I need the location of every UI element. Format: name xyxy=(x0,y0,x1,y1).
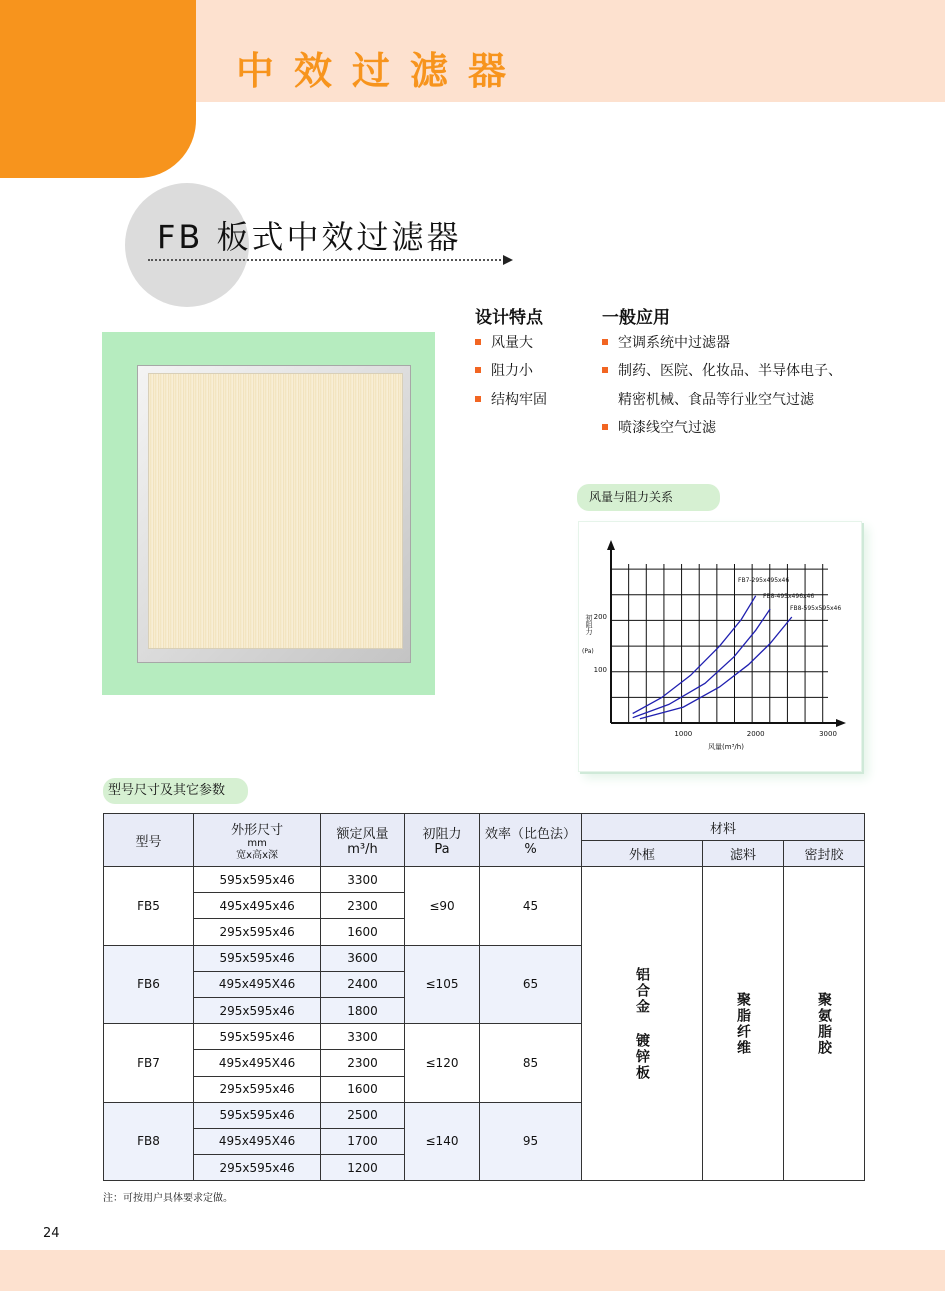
table-row xyxy=(104,867,865,893)
y-tick-label: 100 xyxy=(593,666,607,674)
series-label: FB8-495x496x46 xyxy=(763,593,815,600)
resistance-flow-chart xyxy=(578,521,862,772)
flow-cell: 1600 xyxy=(321,1076,405,1102)
flow-cell: 1700 xyxy=(321,1128,405,1154)
model-cell: FB8 xyxy=(104,1102,194,1181)
applications-title: 一般应用 xyxy=(602,308,670,328)
params-section-label: 型号尺寸及其它参数 xyxy=(103,778,248,804)
efficiency-cell: 45 xyxy=(480,867,582,946)
size-cell: 295x595x46 xyxy=(193,1076,320,1102)
flow-cell: 2300 xyxy=(321,893,405,919)
header-resistance: 初阻力 Pa xyxy=(404,814,479,867)
x-tick-label: 2000 xyxy=(746,730,765,738)
bullet-icon xyxy=(475,396,481,402)
frame-material-cell: 铝合金 镀锌板 xyxy=(581,867,702,1181)
model-cell: FB6 xyxy=(104,945,194,1024)
application-item: 喷漆线空气过滤 xyxy=(602,417,716,437)
resistance-cell: ≤90 xyxy=(404,867,479,946)
flow-cell: 3600 xyxy=(321,945,405,971)
y-axis-label: 初阻力 xyxy=(585,614,593,635)
header-flow: 额定风量 m³/h xyxy=(321,814,405,867)
application-item-continued: 精密机械、食品等行业空气过滤 xyxy=(618,392,814,408)
y-axis-unit: (Pa) xyxy=(582,648,594,655)
footnote: 注：可按用户具体要求定做。 xyxy=(103,1193,233,1204)
size-cell: 495x495x46 xyxy=(193,893,320,919)
series-line xyxy=(633,596,756,714)
feature-item: 结构牢固 xyxy=(475,389,547,409)
application-item: 制药、医院、化妆品、半导体电子、 xyxy=(602,360,842,380)
flow-cell: 1200 xyxy=(321,1155,405,1181)
filter-media-image xyxy=(148,373,403,649)
size-cell: 495x495X46 xyxy=(193,1128,320,1154)
header-seal: 密封胶 xyxy=(783,841,864,867)
bullet-icon xyxy=(475,367,481,373)
x-tick-label: 3000 xyxy=(819,730,837,738)
model-cell: FB7 xyxy=(104,1024,194,1103)
flow-cell: 2400 xyxy=(321,971,405,997)
series-line xyxy=(640,617,792,719)
footer-band xyxy=(0,1250,945,1291)
flow-cell: 2300 xyxy=(321,1050,405,1076)
size-cell: 595x595x46 xyxy=(193,867,320,893)
seal-material-cell: 聚氨脂胶 xyxy=(783,867,864,1181)
flow-cell: 3300 xyxy=(321,1024,405,1050)
header-media: 滤料 xyxy=(702,841,783,867)
x-tick-label: 1000 xyxy=(674,730,693,738)
flow-cell: 3300 xyxy=(321,867,405,893)
size-cell: 495x495X46 xyxy=(193,1050,320,1076)
y-axis-arrow-icon xyxy=(607,540,615,550)
efficiency-cell: 85 xyxy=(480,1024,582,1103)
media-material-cell: 聚脂纤维 xyxy=(702,867,783,1181)
series-label: FB8-595x595x46 xyxy=(790,605,842,612)
bullet-icon xyxy=(602,424,608,430)
size-cell: 495x495X46 xyxy=(193,971,320,997)
x-axis-label: 风量(m³/h) xyxy=(708,743,744,751)
bullet-icon xyxy=(602,367,608,373)
header-orange-tab xyxy=(0,0,196,178)
model-cell: FB5 xyxy=(104,867,194,946)
size-cell: 595x595x46 xyxy=(193,1024,320,1050)
feature-item: 风量大 xyxy=(475,332,533,352)
features-title: 设计特点 xyxy=(475,308,543,328)
header-model: 型号 xyxy=(104,814,194,867)
flow-cell: 1800 xyxy=(321,997,405,1023)
flow-cell: 1600 xyxy=(321,919,405,945)
arrow-icon xyxy=(503,255,513,265)
dotted-divider xyxy=(148,259,508,263)
size-cell: 595x595x46 xyxy=(193,1102,320,1128)
page-title: 中效过滤器 xyxy=(236,48,527,93)
bullet-icon xyxy=(602,339,608,345)
bullet-icon xyxy=(475,339,481,345)
x-axis-arrow-icon xyxy=(836,719,846,727)
flow-cell: 2500 xyxy=(321,1102,405,1128)
size-cell: 295x595x46 xyxy=(193,997,320,1023)
header-size: 外形尺寸 mm 宽x高x深 xyxy=(193,814,320,867)
size-cell: 295x595x46 xyxy=(193,1155,320,1181)
size-cell: 595x595x46 xyxy=(193,945,320,971)
resistance-cell: ≤140 xyxy=(404,1102,479,1181)
resistance-cell: ≤105 xyxy=(404,945,479,1024)
header-material: 材料 xyxy=(581,814,864,841)
resistance-cell: ≤120 xyxy=(404,1024,479,1103)
section-title: FB 板式中效过滤器 xyxy=(157,218,462,256)
page-number: 24 xyxy=(43,1226,60,1241)
size-cell: 295x595x46 xyxy=(193,919,320,945)
application-item: 空调系统中过滤器 xyxy=(602,332,730,352)
efficiency-cell: 65 xyxy=(480,945,582,1024)
y-tick-label: 200 xyxy=(593,613,607,621)
spec-table xyxy=(103,813,865,1181)
feature-item: 阻力小 xyxy=(475,360,533,380)
series-label: FB7-295x495x46 xyxy=(738,577,790,584)
header-frame: 外框 xyxy=(581,841,702,867)
efficiency-cell: 95 xyxy=(480,1102,582,1181)
header-efficiency: 效率（比色法） % xyxy=(480,814,582,867)
chart-title: 风量与阻力关系 xyxy=(577,484,720,511)
